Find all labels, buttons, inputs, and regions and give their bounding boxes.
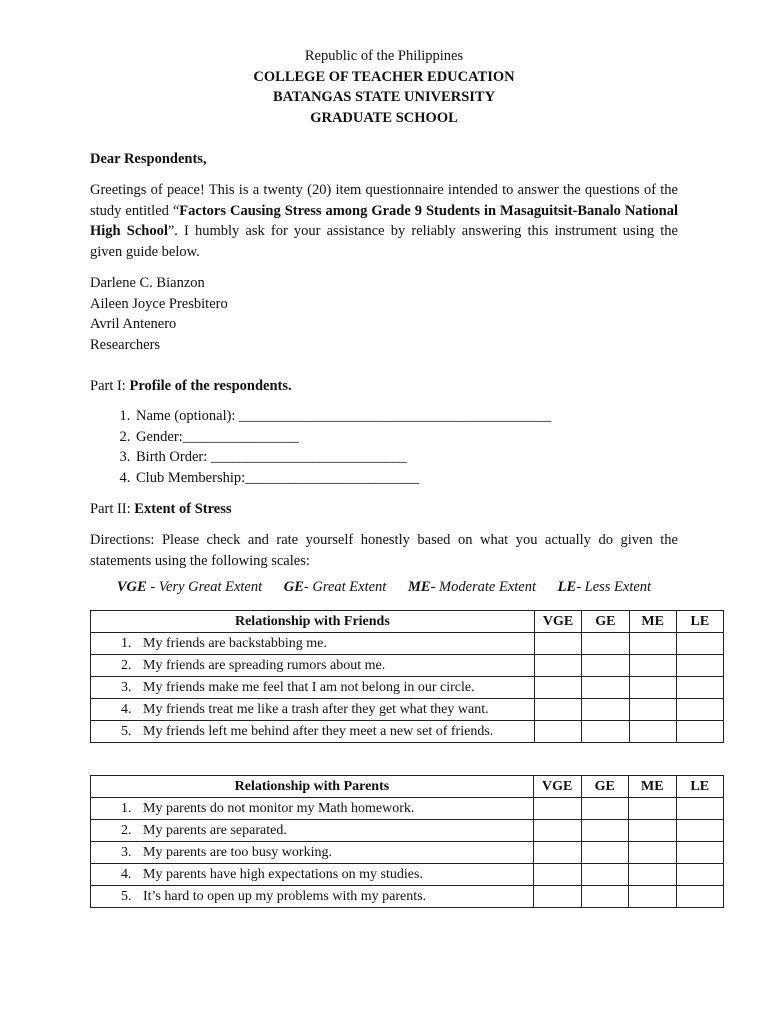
statement-cell: 1. My parents do not monitor my Math homework. [91, 798, 534, 820]
column-header: ME [629, 611, 676, 633]
statement-cell: 5. My friends left me behind after they meet a new set of friends. [91, 721, 535, 743]
header-school: GRADUATE SCHOOL [310, 109, 458, 126]
statement-cell: 2. My friends are spreading rumors about me. [91, 655, 535, 677]
table-row [91, 798, 724, 820]
researchers-label: Researchers [90, 337, 161, 354]
rating-cell[interactable] [676, 864, 723, 886]
statement-cell: 2. My parents are separated. [91, 820, 534, 842]
column-header: LE [676, 776, 723, 798]
table-row [91, 699, 724, 721]
column-header: LE [676, 611, 723, 633]
rating-cell[interactable] [582, 655, 629, 677]
rating-cell[interactable] [629, 886, 677, 908]
rating-cell[interactable] [676, 699, 723, 721]
table-row [91, 677, 724, 699]
researcher-name: Avril Antenero [90, 316, 177, 333]
rating-cell[interactable] [534, 633, 582, 655]
rating-cell[interactable] [629, 820, 677, 842]
rating-cell[interactable] [533, 798, 581, 820]
scale-item: LE- Less Extent [557, 579, 652, 595]
table-row [91, 655, 724, 677]
statement-cell: 4. My friends treat me like a trash after they get what they want. [91, 699, 535, 721]
profile-field-club[interactable]: 4. Club Membership:________________________ [134, 468, 678, 489]
rating-cell[interactable] [629, 677, 676, 699]
profile-field-name[interactable]: 1. Name (optional): ___________________________________________ [134, 406, 678, 427]
rating-cell[interactable] [582, 633, 629, 655]
statement-cell: 1. My friends are backstabbing me. [91, 633, 535, 655]
rating-cell[interactable] [533, 864, 581, 886]
rating-cell[interactable] [581, 842, 628, 864]
rating-cell[interactable] [582, 699, 629, 721]
rating-cell[interactable] [533, 842, 581, 864]
rating-cell[interactable] [582, 677, 629, 699]
part2-heading [90, 499, 678, 520]
statement-cell: 3. My friends make me feel that I am not belong in our circle. [91, 677, 535, 699]
intro-text-a: Greetings of peace! This is a twenty (20) item questionnaire intended to answer the questions of the study entitled “ [90, 182, 678, 219]
column-header: ME [629, 776, 677, 798]
profile-field-gender[interactable]: 2. Gender:________________ [134, 427, 678, 448]
rating-cell[interactable] [629, 655, 676, 677]
part2-title: Extent of Stress [134, 501, 232, 517]
statement-cell: 4. My parents have high expectations on my studies. [91, 864, 534, 886]
column-header: GE [582, 611, 629, 633]
rating-cell[interactable] [676, 798, 723, 820]
column-header: VGE [533, 776, 581, 798]
rating-cell[interactable] [581, 798, 628, 820]
rating-cell[interactable] [676, 655, 723, 677]
table-row [91, 633, 724, 655]
scale-item: ME- Moderate Extent [407, 579, 537, 595]
researcher-name: Aileen Joyce Presbitero [90, 295, 228, 312]
rating-cell[interactable] [534, 655, 582, 677]
part1-heading [90, 376, 678, 397]
rating-cell[interactable] [581, 864, 628, 886]
header-college: COLLEGE OF TEACHER EDUCATION [253, 68, 515, 85]
rating-cell[interactable] [534, 699, 582, 721]
rating-cell[interactable] [534, 677, 582, 699]
column-header: VGE [534, 611, 582, 633]
intro-text-b: ”. I humbly ask for your assistance by reliably answering this instrument using the given guide below. [90, 223, 678, 261]
rating-cell[interactable] [581, 820, 628, 842]
part1-title: Profile of the respondents. [129, 378, 292, 394]
rating-cell[interactable] [676, 633, 723, 655]
rating-cell[interactable] [676, 820, 723, 842]
rating-cell[interactable] [629, 699, 676, 721]
scale-item: GE- Great Extent [283, 579, 387, 595]
rating-cell[interactable] [533, 820, 581, 842]
rating-cell[interactable] [581, 886, 628, 908]
profile-list [90, 406, 678, 489]
header-country: Republic of the Philippines [304, 48, 464, 64]
statement-cell: 5. It’s hard to open up my problems with my parents. [91, 886, 534, 908]
table-title: Relationship with Friends [91, 611, 535, 633]
directions: Directions: Please check and rate yourself honestly based on what you actually do given the statements using the following scales: [90, 532, 678, 569]
part1-prefix: Part I: [90, 378, 130, 394]
intro-paragraph [90, 180, 678, 263]
scale-item: VGE - Very Great Extent [116, 579, 263, 595]
column-header: GE [581, 776, 628, 798]
researcher-name: Darlene C. Bianzon [90, 275, 205, 291]
table-title: Relationship with Parents [91, 776, 534, 798]
header-university: BATANGAS STATE UNIVERSITY [272, 89, 496, 105]
profile-field-birth-order[interactable]: 3. Birth Order: ___________________________ [134, 447, 678, 468]
parents-rating-table [90, 775, 724, 908]
document-header [0, 46, 768, 128]
rating-cell[interactable] [676, 721, 723, 743]
rating-cell[interactable] [629, 721, 676, 743]
researchers-list [90, 273, 678, 356]
table-row [91, 842, 724, 864]
salutation: Dear Respondents, [90, 151, 207, 167]
table-row [91, 864, 724, 886]
rating-cell[interactable] [676, 886, 723, 908]
rating-cell[interactable] [533, 886, 581, 908]
rating-cell[interactable] [629, 864, 677, 886]
rating-cell[interactable] [629, 633, 676, 655]
rating-cell[interactable] [629, 842, 677, 864]
rating-cell[interactable] [534, 721, 582, 743]
statement-cell: 3. My parents are too busy working. [91, 842, 534, 864]
part2-prefix: Part II: [90, 501, 135, 517]
rating-cell[interactable] [582, 721, 629, 743]
rating-cell[interactable] [629, 798, 677, 820]
rating-cell[interactable] [676, 677, 723, 699]
study-title: Factors Causing Stress among Grade 9 Students in Masaguitsit-Banalo National High School [90, 202, 679, 240]
friends-rating-table [90, 610, 724, 743]
scale-legend [0, 579, 768, 596]
table-row [91, 721, 724, 743]
rating-cell[interactable] [676, 842, 723, 864]
table-row [91, 820, 724, 842]
table-row [91, 886, 724, 908]
